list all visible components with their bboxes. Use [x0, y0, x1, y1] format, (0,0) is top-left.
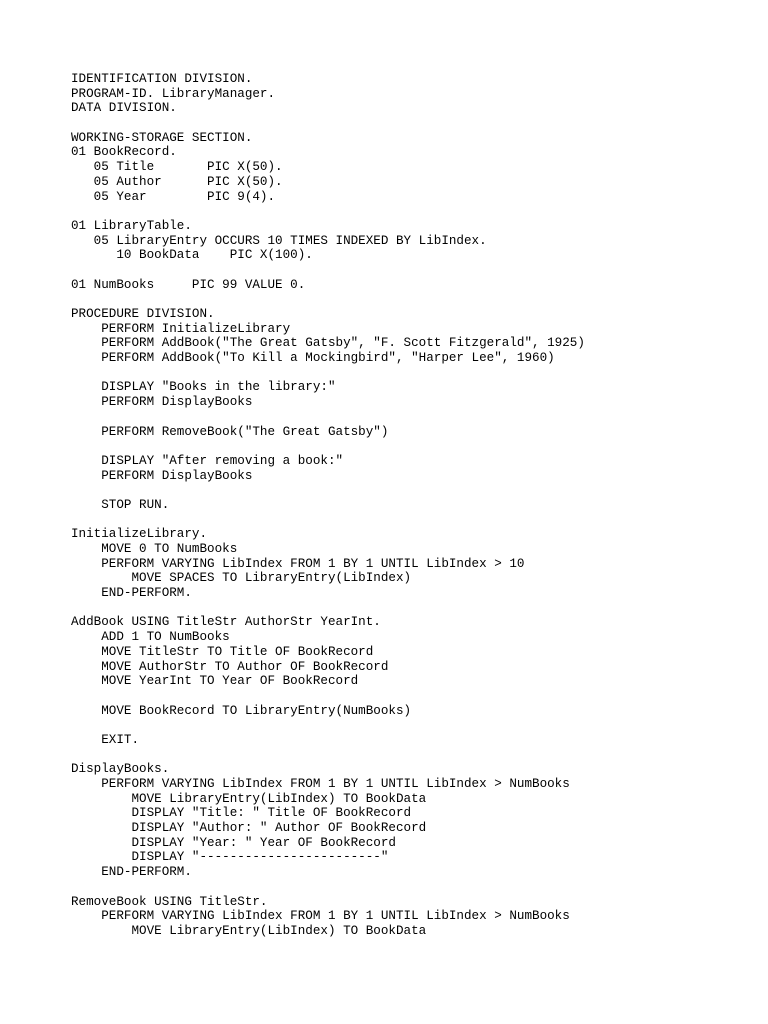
- code-line: DisplayBooks.: [71, 762, 170, 777]
- blank-line: [71, 410, 751, 425]
- code-line: PERFORM InitializeLibrary: [71, 321, 291, 336]
- code-line: PERFORM VARYING LibIndex FROM 1 BY 1 UNTIL LibIndex > NumBooks: [71, 909, 570, 924]
- code-line: MOVE TitleStr TO Title OF BookRecord: [71, 644, 374, 659]
- code-line: 01 BookRecord.: [71, 145, 177, 160]
- code-line: MOVE 0 TO NumBooks: [71, 542, 238, 556]
- blank-line: [71, 292, 751, 307]
- code-line: 10 BookData PIC X(100).: [71, 248, 313, 263]
- code-line: InitializeLibrary.: [71, 527, 208, 542]
- code-line: MOVE AuthorStr TO Author OF BookRecord: [71, 659, 389, 674]
- code-line: 01 NumBooks PIC 99 VALUE 0.: [71, 277, 306, 292]
- code-line: MOVE LibraryEntry(LibIndex) TO BookData: [71, 923, 427, 938]
- code-line: MOVE LibraryEntry(LibIndex) TO BookData: [71, 791, 427, 806]
- code-line: MOVE YearInt TO Year OF BookRecord: [71, 674, 359, 689]
- blank-line: [71, 748, 751, 763]
- code-line: PROGRAM-ID. LibraryManager.: [71, 86, 276, 101]
- code-line: 05 Year PIC 9(4).: [71, 189, 276, 204]
- blank-line: [71, 718, 751, 733]
- code-line: DISPLAY "After removing a book:": [71, 453, 344, 468]
- code-line: PERFORM RemoveBook("The Great Gatsby"): [71, 424, 389, 439]
- code-line: DISPLAY "Year: " Year OF BookRecord: [71, 835, 396, 850]
- code-line: 01 LibraryTable.: [71, 218, 192, 233]
- blank-line: [71, 689, 751, 704]
- blank-line: [71, 204, 751, 219]
- code-line: PERFORM VARYING LibIndex FROM 1 BY 1 UNTIL LibIndex > NumBooks: [71, 777, 570, 791]
- document-page: [71, 72, 751, 939]
- blank-line: [71, 601, 751, 616]
- code-line: DISPLAY "Author: " Author OF BookRecord: [71, 821, 427, 836]
- code-line: ADD 1 TO NumBooks: [71, 630, 230, 645]
- code-line: PERFORM VARYING LibIndex FROM 1 BY 1 UNTIL LibIndex > 10: [71, 556, 525, 571]
- code-line: RemoveBook USING TitleStr.: [71, 894, 268, 909]
- code-line: END-PERFORM.: [71, 865, 192, 880]
- code-line: DISPLAY "------------------------": [71, 850, 389, 865]
- cobol-source-code: [71, 72, 751, 939]
- code-line: PERFORM DisplayBooks: [71, 395, 253, 410]
- code-line: 05 Title PIC X(50).: [71, 160, 283, 175]
- blank-line: [71, 513, 751, 528]
- code-line: 05 Author PIC X(50).: [71, 174, 283, 189]
- code-line: PERFORM AddBook("The Great Gatsby", "F. Scott Fitzgerald", 1925): [71, 336, 585, 351]
- code-line: MOVE SPACES TO LibraryEntry(LibIndex): [71, 571, 412, 586]
- blank-line: [71, 483, 751, 498]
- code-line: PERFORM AddBook("To Kill a Mockingbird", "Harper Lee", 1960): [71, 351, 555, 366]
- code-line: DISPLAY "Title: " Title OF BookRecord: [71, 806, 412, 821]
- blank-line: [71, 116, 751, 131]
- code-line: PERFORM DisplayBooks: [71, 468, 253, 483]
- blank-line: [71, 880, 751, 895]
- code-line: AddBook USING TitleStr AuthorStr YearInt.: [71, 615, 381, 630]
- code-line: DATA DIVISION.: [71, 101, 177, 116]
- code-line: 05 LibraryEntry OCCURS 10 TIMES INDEXED BY LibIndex.: [71, 233, 487, 248]
- code-line: IDENTIFICATION DIVISION.: [71, 72, 253, 86]
- code-line: MOVE BookRecord TO LibraryEntry(NumBooks): [71, 703, 412, 718]
- code-line: PROCEDURE DIVISION.: [71, 307, 215, 321]
- code-line: END-PERFORM.: [71, 586, 192, 601]
- blank-line: [71, 439, 751, 454]
- code-line: EXIT.: [71, 732, 140, 747]
- code-line: STOP RUN.: [71, 497, 170, 512]
- blank-line: [71, 263, 751, 278]
- code-line: DISPLAY "Books in the library:": [71, 380, 336, 395]
- code-line: WORKING-STORAGE SECTION.: [71, 130, 253, 145]
- blank-line: [71, 366, 751, 381]
